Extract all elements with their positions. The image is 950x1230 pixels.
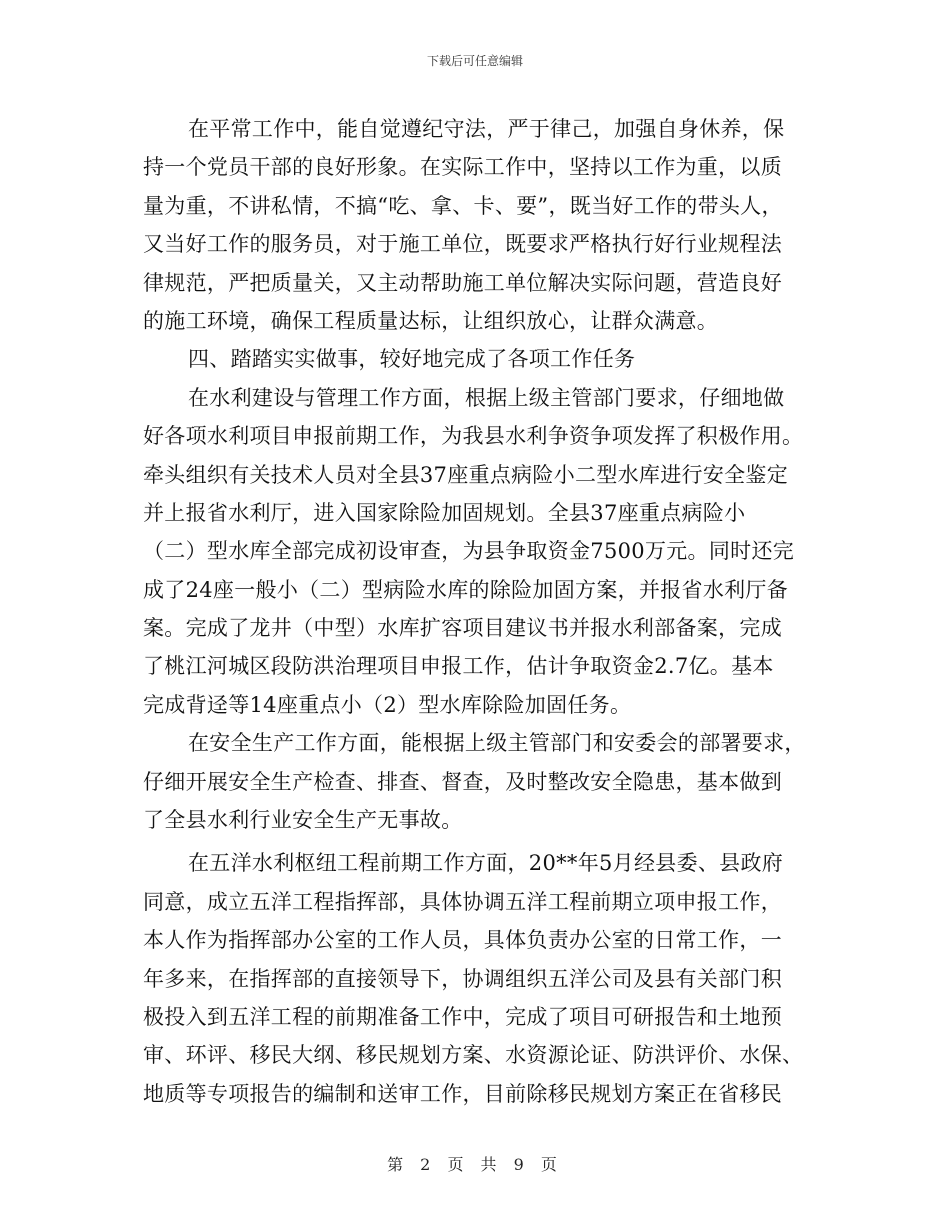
text-line: 律规范，严把质量关，又主动帮助施工单位解决实际问题，营造良好 <box>143 270 782 295</box>
paragraph-safety-production <box>143 724 811 839</box>
page-header: 下载后可任意编辑 <box>426 54 523 68</box>
paragraph-self-discipline <box>143 110 811 340</box>
text-line: 在安全生产工作方面，能根据上级主管部门和安委会的部署要求， <box>188 731 806 756</box>
text-line: 了桃江河城区段防洪治理项目申报工作，估计争取资金2.7亿。基本 <box>143 654 774 679</box>
text-line: 牵头组织有关技术人员对全县37座重点病险小二型水库进行安全鉴定 <box>143 462 789 487</box>
text-line: 同意，成立五洋工程指挥部，具体协调五洋工程前期立项申报工作， <box>143 889 782 914</box>
text-line: 完成背迳等14座重点小（2）型水库除险加固任务。 <box>143 692 632 717</box>
paragraph-wuyang-project <box>143 844 811 1113</box>
text-line: 极投入到五洋工程的前期准备工作中，完成了项目可研报告和土地预 <box>143 1004 782 1029</box>
text-line: 好各项水利项目申报前期工作，为我县水利争资争项发挥了积极作用。 <box>143 424 804 449</box>
text-line: 成了24座一般小（二）型病险水库的除险加固方案，并报省水利厅备 <box>143 577 789 602</box>
text-line: 地质等专项报告的编制和送审工作，目前除移民规划方案正在省移民 <box>143 1081 782 1106</box>
document-body <box>143 110 811 1113</box>
text-line: 在平常工作中，能自觉遵纪守法，严于律己，加强自身休养，保 <box>188 117 785 141</box>
text-line: （二）型水库全部完成初设审查，为县争取资金7500万元。同时还完 <box>143 539 795 564</box>
page-footer: 第 2 页 共 9 页 <box>387 1155 563 1174</box>
text-line: 仔细开展安全生产检查、排查、督查，及时整改安全隐患，基本做到 <box>143 769 782 794</box>
section-heading <box>143 340 811 378</box>
text-line: 在五洋水利枢纽工程前期工作方面，20**年5月经县委、县政府 <box>188 851 784 876</box>
text-line: 了全县水利行业安全生产无事故。 <box>143 808 463 833</box>
text-line: 年多来，在指挥部的直接领导下，协调组织五洋公司及县有关部门积 <box>143 966 782 991</box>
paragraph-water-construction <box>143 379 811 725</box>
text-line: 并上报省水利厅，进入国家除险加固规划。全县37座重点病险小 <box>143 500 746 525</box>
text-line: 的施工环境，确保工程质量达标，让组织放心，让群众满意。 <box>143 308 719 333</box>
text-line: 审、环评、移民大纲、移民规划方案、水资源论证、防洪评价、水保、 <box>143 1043 804 1068</box>
heading-line: 四、踏踏实实做事，较好地完成了各项工作任务 <box>188 347 636 372</box>
text-line: 量为重，不讲私情，不搞“吃、拿、卡、要”，既当好工作的带头人， <box>143 193 783 218</box>
text-line: 在水利建设与管理工作方面，根据上级主管部门要求，仔细地做 <box>188 385 785 410</box>
text-line: 本人作为指挥部办公室的工作人员，具体负责办公室的日常工作，一 <box>143 928 782 953</box>
text-line: 又当好工作的服务员，对于施工单位，既要求严格执行好行业规程法 <box>143 232 782 257</box>
text-line: 案。完成了龙井（中型）水库扩容项目建议书并报水利部备案，完成 <box>143 616 782 641</box>
text-line: 持一个党员干部的良好形象。在实际工作中，坚持以工作为重，以质 <box>143 155 782 180</box>
